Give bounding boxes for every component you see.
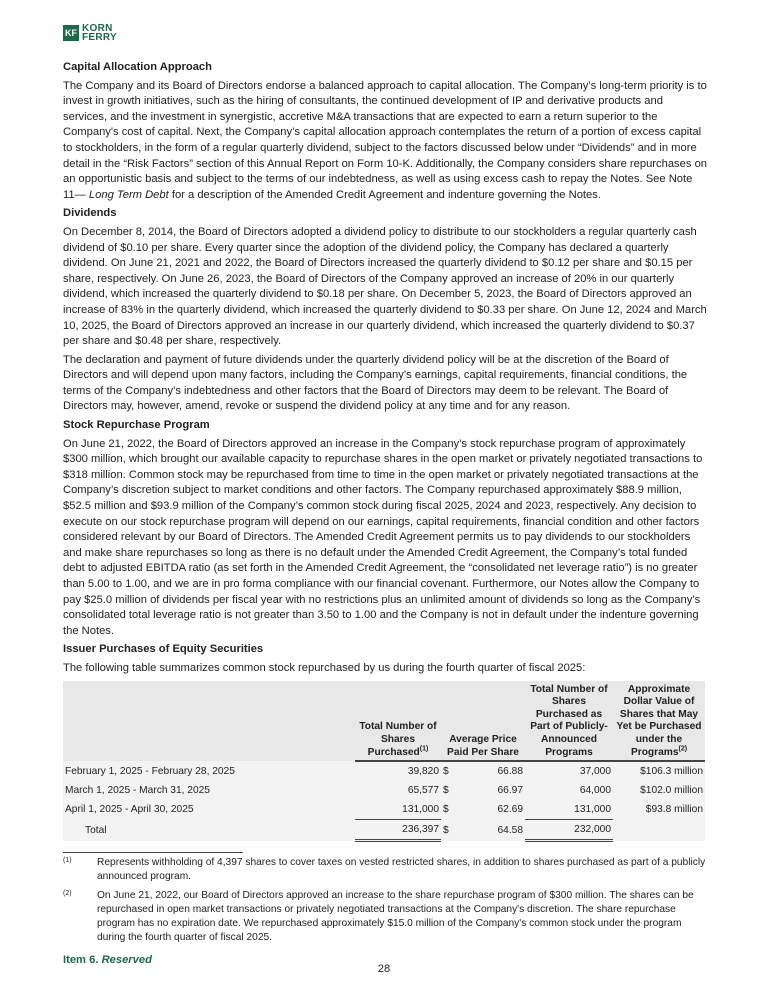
repurchase-table xyxy=(63,681,705,843)
paragraph: On December 8, 2014, the Board of Directors adopted a dividend policy to distribute to our stockholders a regular quarterly cash dividend of $0.10 per share. Every quarter since the adoption of the dividend policy, the Company has declared a quarterly dividend. On June 21, 2021 and 2022, the Board of Directors increased the quarterly dividend to $0.12 per share and $0.15 per share, respectively. On June 26, 2023, the Board of Directors of the Company approved an increase of 20% in our quarterly dividend, which increased the quarterly dividend to $0.18 per share. On December 5, 2023, the Board of Directors approved an increase of 83% in the quarterly dividend, which increased the quarterly dividend to $0.33 per share. On June 12, 2024 and March 10, 2025, the Board of Directors approved an increase in our quarterly dividend, which increased the quarterly dividend to $0.37 per share and $0.48 per share, respectively. xyxy=(63,225,707,348)
paragraph: The declaration and payment of future dividends under the quarterly dividend policy will be at the discretion of the Board of Directors and will depend upon many factors, including the Company’s earnings, capital requirements, financial conditions, the terms of the Company’s indebtedness and other factors that the Board of Directors may deem to be relevant. The Board of Directors may, however, amend, revoke or suspend the dividend policy at any time and for any reason. xyxy=(63,353,688,413)
paragraph: The following table summarizes common stock repurchased by us during the fourth quarter of fiscal 2025: xyxy=(63,661,586,674)
paragraph: The Company and its Board of Directors endorse a balanced approach to capital allocation. The Company’s long-term priority is to invest in growth initiatives, such as the hiring of consultants, the continued development of IP and derivative products and services, and the investment in synergistic, accretive M&A transactions that are expected to earn a return superior to the Company's cost of capital. Next, the Company’s capital allocation approach contemplates the return of a portion of excess capital to stockholders, in the form of a regular quarterly dividend, subject to the factors discussed below under “Dividends” and in more detail in the “Risk Factors” section of this Annual Report on Form 10-K. Additionally, the Company considers share repurchases on an opportunistic basis and subject to the terms of our indebtedness, as well as using excess cash to repay the Notes. See Note 11— Long Term Debt for a description of the Amended Credit Agreement and indenture governing the Notes. xyxy=(63,79,708,201)
footnote-divider xyxy=(63,852,243,853)
heading-capital-allocation: Capital Allocation Approach xyxy=(63,61,212,73)
table-header-row xyxy=(63,681,705,762)
header-program: Total Number of Shares Purchased as Part of Publicly-Announced Programs xyxy=(525,681,613,762)
item-6-heading: Item 6. Reserved xyxy=(63,954,152,967)
logo-line2: FERRY xyxy=(82,32,118,43)
logo-line1: KORN xyxy=(82,23,113,34)
heading-dividends: Dividends xyxy=(63,207,117,220)
logo-mark-icon: KF xyxy=(63,25,79,41)
footnote-1: (1) Represents withholding of 4,397 shares to cover taxes on vested restricted shares, in addition to shares purchased as part of a publicly announced program. xyxy=(63,857,706,883)
header-shares: Total Number of Shares Purchased$^{(1)}$ xyxy=(355,681,441,762)
table-row: April 1, 2025 - April 30, 2025 131,000 $ 62.69 131,000 $93.8 million xyxy=(63,800,705,820)
heading-stock-repurchase: Stock Repurchase Program xyxy=(63,419,210,432)
table-row: March 1, 2025 - March 31, 2025 65,577 $ 66.97 64,000 $102.0 million xyxy=(63,781,705,800)
page-number: 28 xyxy=(377,963,391,975)
header-remaining: Approximate Dollar Value of Shares that May Yet be Purchased under the Programs$^{(2)}$ xyxy=(613,681,705,762)
paragraph: On June 21, 2022, the Board of Directors approved an increase in the Company’s stock repurchase program of approximately $300 million, which brought our available capacity to repurchase shares in the open market or privately negotiated transactions to $318 million. Common stock may be repurchased from time to time in the open market or privately negotiated transactions at the Company’s discretion subject to market conditions and other factors. The Company repurchased approximately $88.9 million, $52.5 million and $93.9 million of the Company’s common stock during fiscal 2025, 2024 and 2023, respectively. Any decision to execute on our stock repurchase program will depend on our earnings, capital requirements, financial condition and other factors considered relevant by our Board of Directors. The Amended Credit Agreement permits us to pay dividends to our stockholders and make share repurchases so long as there is no default under the Amended Credit Agreement, the Company’s total funded debt to adjusted EBITDA ratio (as set forth in the Amended Credit Agreement, the “consolidated net leverage ratio”) is no greater than 5.00 to 1.00, and we are in pro forma compliance with our financial covenant. Furthermore, our Notes allow the Company to pay $25.0 million of dividends per fiscal year with no restrictions plus an unlimited amount of dividends so long as the Company’s consolidated total leverage ratio is not greater than 3.50 to 1.00 and the Company is not in default under the indenture governing the Notes. xyxy=(63,437,703,637)
korn-ferry-logo xyxy=(63,24,117,42)
header-price: Average Price Paid Per Share xyxy=(441,681,525,762)
heading-issuer-purchases: Issuer Purchases of Equity Securities xyxy=(63,643,264,656)
footnote-2: (2) On June 21, 2022, our Board of Directors approved an increase to the share repurchase program of $300 million. The shares can be repurchased in open market transactions or privately negotiated transactions at the Company's discretion. The share repurchase program has no expiration date. We repurchased approximately $15.0 million of the Company's common stock under the program during the fourth quarter of fiscal 2025. xyxy=(63,890,694,944)
table-row: February 1, 2025 - February 28, 2025 39,820 $ 66.88 37,000 $106.3 million xyxy=(63,761,705,781)
content xyxy=(63,60,707,969)
table-total-row: Total 236,397 $ 64.58 232,000 xyxy=(63,820,705,841)
